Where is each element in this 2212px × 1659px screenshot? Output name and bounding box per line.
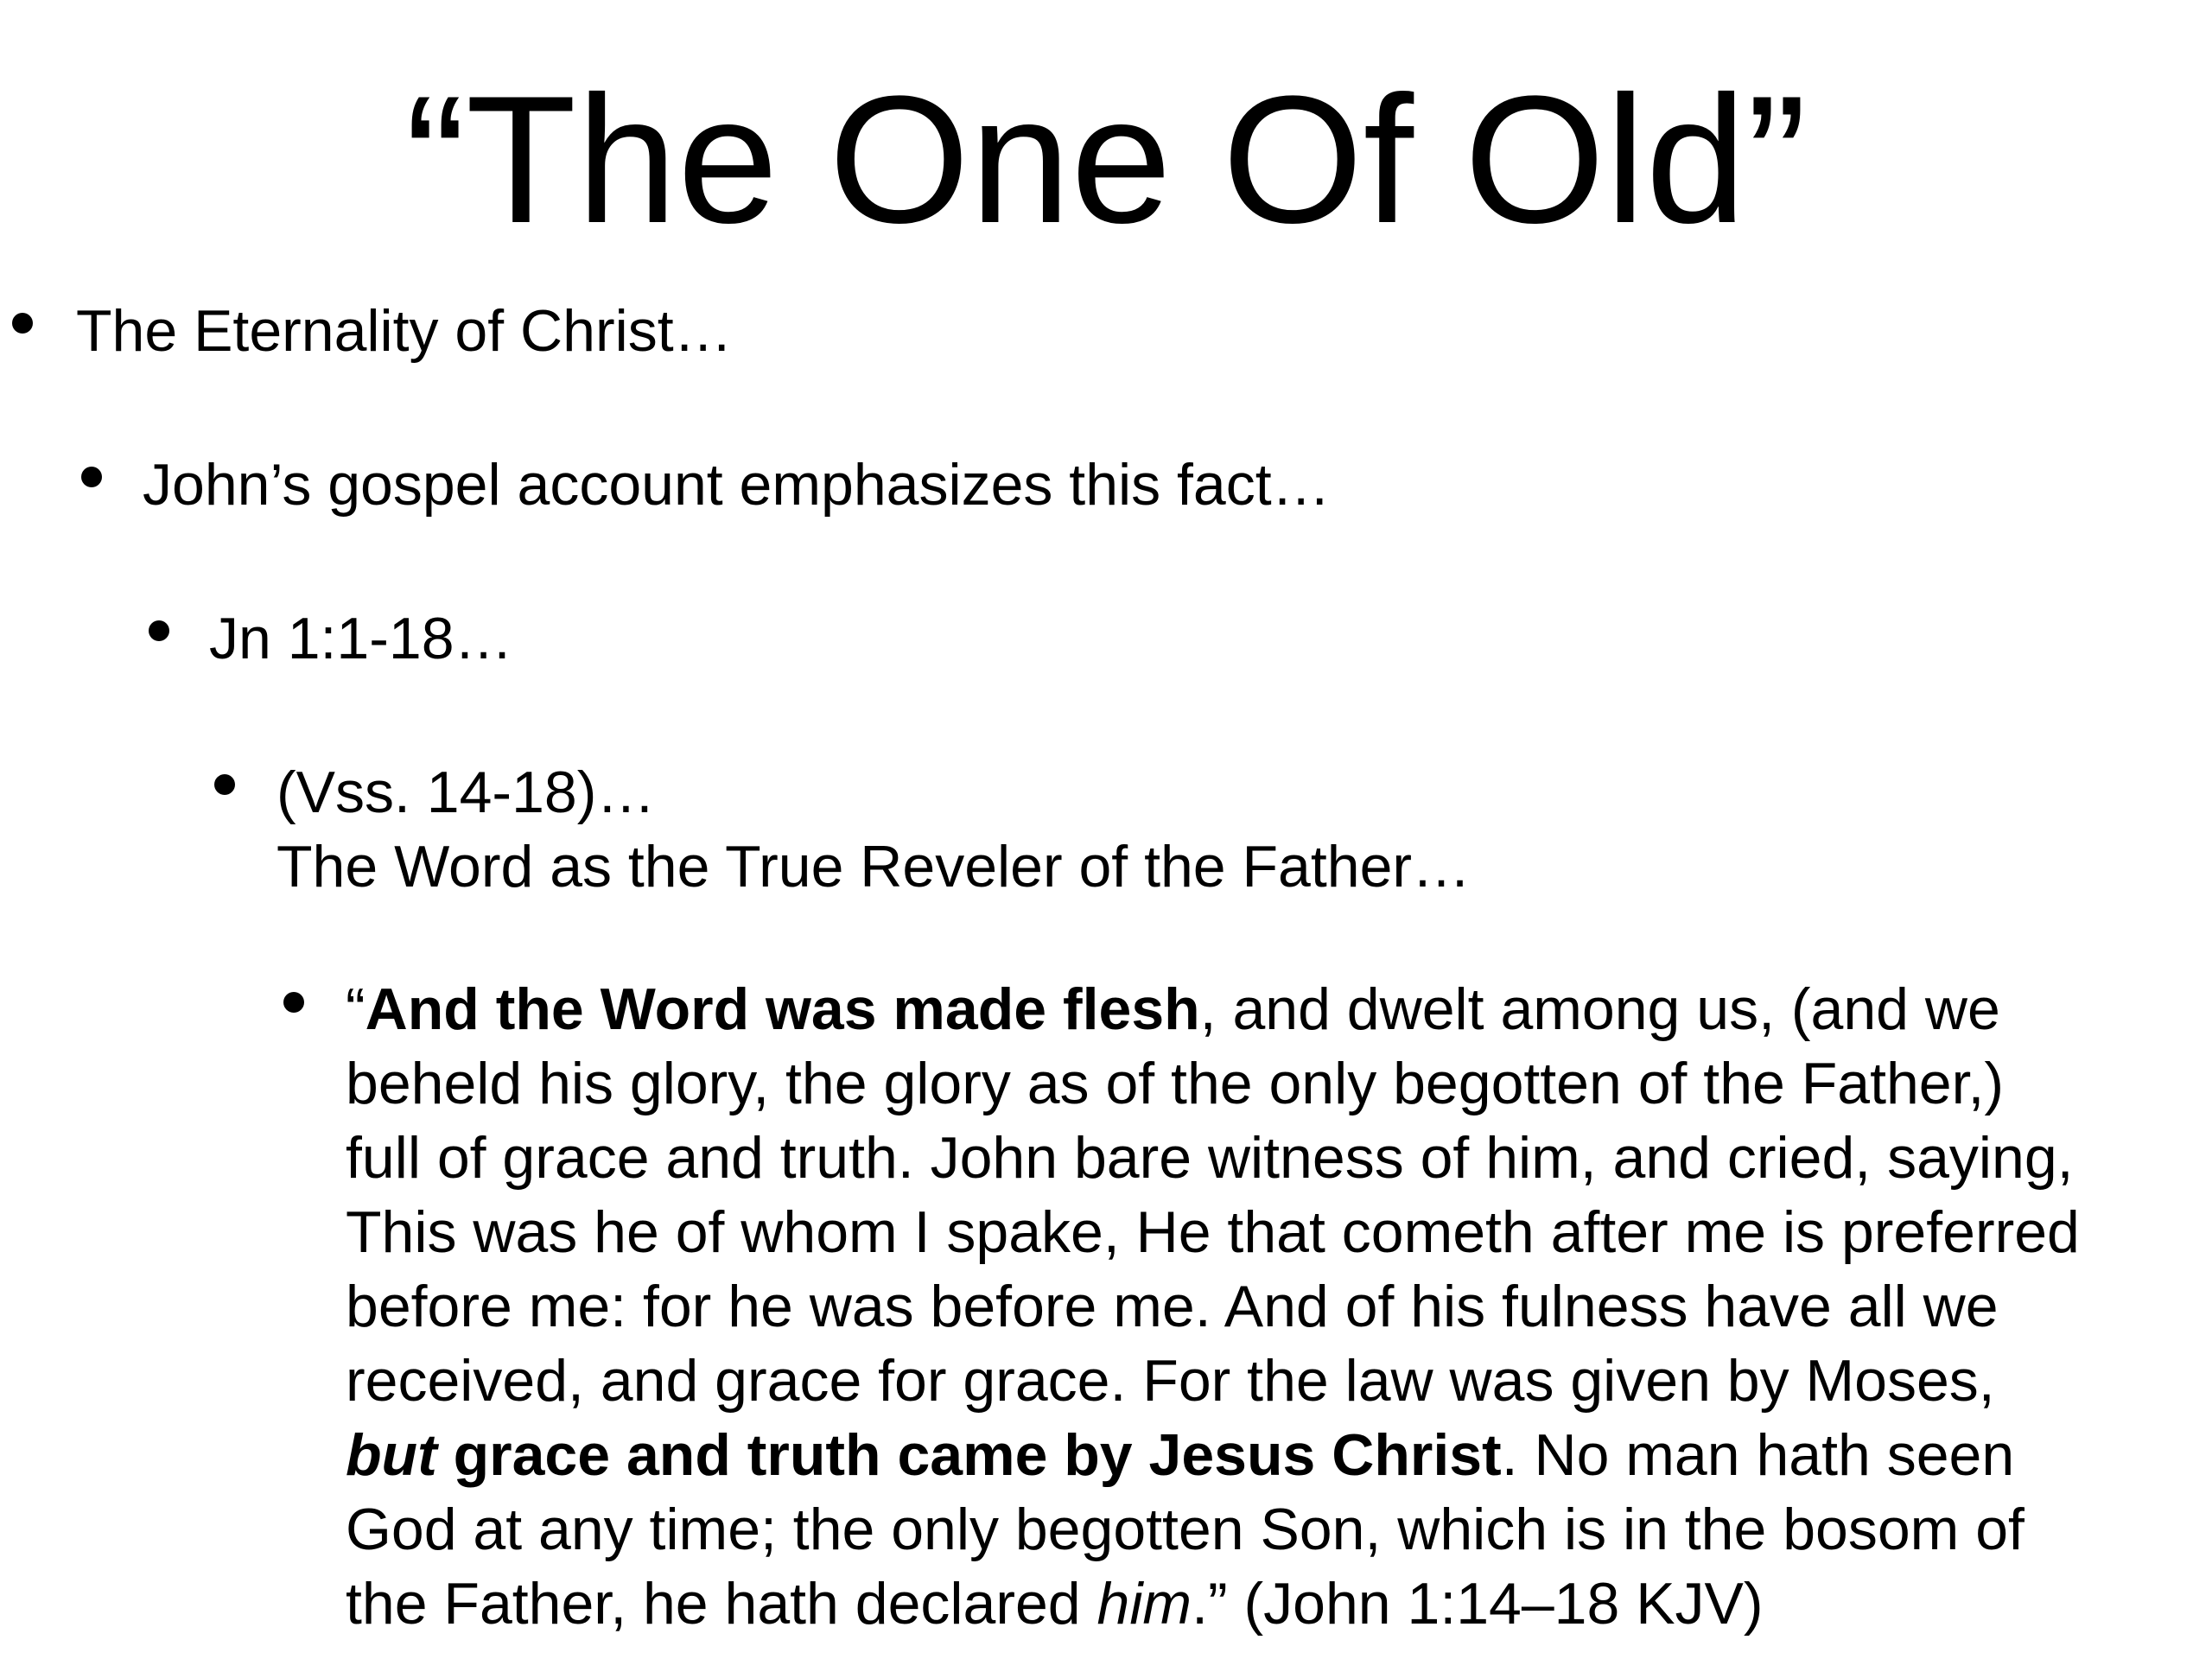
- bullet-dot-icon: [214, 774, 235, 795]
- quote-line: before me: for he was before me. And of his fulness have all we: [346, 1274, 1999, 1339]
- bullet-text: The Eternality of Christ…: [76, 298, 733, 364]
- slide-title: “The One Of Old”: [404, 58, 1808, 261]
- bullet-dot-icon: [12, 313, 33, 334]
- quote-bold-text: grace and truth came by Jesus Christ: [436, 1422, 1502, 1488]
- bullet-text-line-2: The Word as the True Reveler of the Father…: [276, 834, 1471, 899]
- bullet-dot-icon: [81, 467, 102, 487]
- quote-bold-italic-text: but: [346, 1422, 437, 1488]
- quote-bold-text: And the Word was made flesh: [365, 976, 1200, 1042]
- quote-line: full of grace and truth. John bare witness of him, and cried, saying,: [346, 1125, 2074, 1191]
- bullet-text: John’s gospel account emphasizes this fact…: [143, 452, 1331, 518]
- quote-line: “And the Word was made flesh, and dwelt among us, (and we: [346, 976, 2000, 1042]
- quote-line: but grace and truth came by Jesus Christ. No man hath seen: [346, 1422, 2015, 1488]
- quote-line: beheld his glory, the glory as of the only begotten of the Father,): [346, 1051, 2005, 1116]
- quote-line: the Father, he hath declared him.” (John 1:14–18 KJV): [346, 1571, 1764, 1637]
- quote-line: God at any time; the only begotten Son, which is in the bosom of: [346, 1497, 2024, 1562]
- quote-italic-text: him: [1096, 1571, 1192, 1637]
- quote-line: This was he of whom I spake, He that cometh after me is preferred: [346, 1199, 2080, 1265]
- bullet-text-line-1: (Vss. 14-18)…: [276, 760, 656, 825]
- bullet-dot-icon: [149, 620, 169, 641]
- scripture-quote: [346, 972, 2195, 1641]
- bullet-text: Jn 1:1-18…: [209, 606, 513, 671]
- quote-line: received, and grace for grace. For the law was given by Moses,: [346, 1348, 1995, 1414]
- bullet-dot-icon: [283, 992, 304, 1013]
